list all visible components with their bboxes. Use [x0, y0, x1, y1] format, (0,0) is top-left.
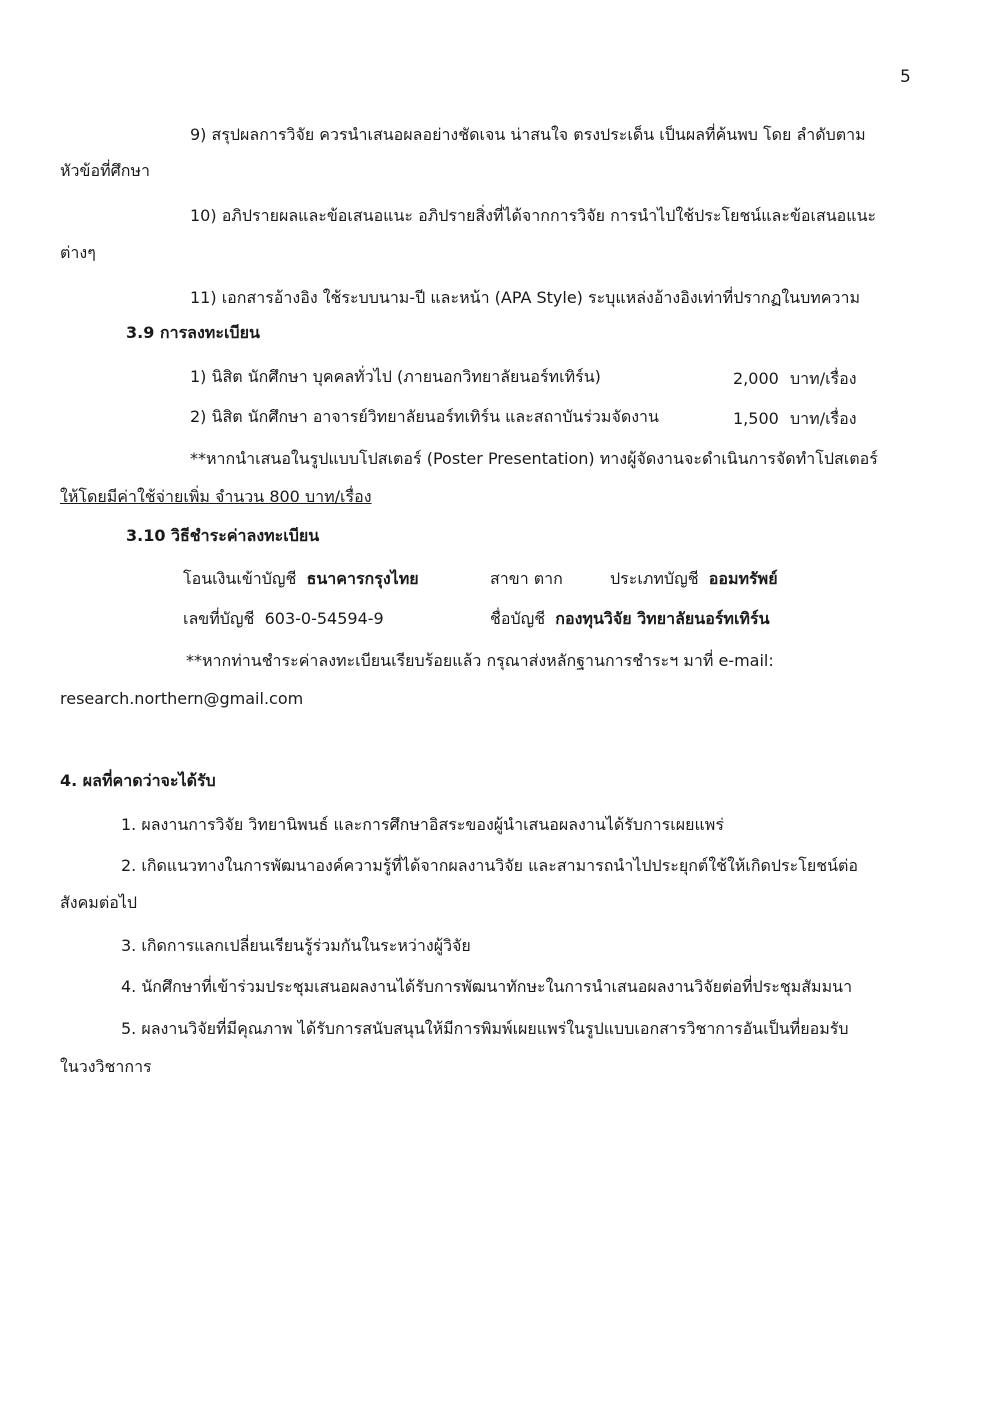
page-number: 5 [900, 67, 911, 87]
outcome-3: 3. เกิดการแลกเปลี่ยนเรียนรู้ร่วมกันในระหว่างผู้วิจัย [121, 936, 471, 955]
outcome-1: 1. ผลงานการวิจัย วิทยานิพนธ์ และการศึกษาอิสระของผู้นำเสนอผลงานได้รับการเผยแพร่ [121, 815, 724, 834]
payment-note-line-1: **หากท่านชำระค่าลงทะเบียนเรียบร้อยแล้ว กรุณาส่งหลักฐานการชำระฯ มาที่ e-mail: [186, 651, 774, 670]
outcome-5-line-2: ในวงวิชาการ [60, 1057, 152, 1076]
account-name-label: ชื่อบัญชี [490, 609, 546, 628]
registration-heading: 3.9 การลงทะเบียน [126, 323, 260, 342]
poster-note-line-2 [60, 486, 372, 508]
poster-note-prefix: ให้โดย [60, 487, 107, 506]
payment-heading: 3.10 วิธีชำระค่าลงทะเบียน [126, 526, 320, 545]
account-type-value: ออมทรัพย์ [708, 569, 778, 588]
fee-1-label: 1) นิสิต นักศึกษา บุคคลทั่วไป (ภายนอกวิทยาลัยนอร์ทเทิร์น) [190, 367, 601, 386]
item-9-line-1: 9) สรุปผลการวิจัย ควรนำเสนอผลอย่างชัดเจน น่าสนใจ ตรงประเด็น เป็นผลที่ค้นพบ โดย ลำดับตาม [190, 125, 866, 144]
account-type [610, 568, 778, 590]
item-10-line-2: ต่างๆ [60, 243, 96, 262]
transfer-label: โอนเงินเข้าบัญชี [183, 569, 297, 588]
outcome-5-line-1: 5. ผลงานวิจัยที่มีคุณภาพ ได้รับการสนับสนุนให้มีการพิมพ์เผยแพร่ในรูปแบบเอกสารวิชาการอันเป็นที่ยอมรับ [121, 1019, 849, 1038]
branch-label: สาขา ตาก [490, 569, 563, 588]
account-name-value: กองทุนวิจัย วิทยาลัยนอร์ทเทิร์น [555, 609, 770, 628]
account-name [490, 608, 770, 630]
poster-note-line-1: **หากนำเสนอในรูปแบบโปสเตอร์ (Poster Presentation) ทางผู้จัดงานจะดำเนินการจัดทำโปสเตอร์ [190, 449, 878, 468]
outcome-2-line-1: 2. เกิดแนวทางในการพัฒนาองค์ความรู้ที่ได้จากผลงานวิจัย และสามารถนำไปประยุกต์ใช้ให้เกิดประโยชน์ต่อ [121, 856, 858, 875]
fee-1-amount: 2,000 [733, 369, 779, 388]
item-11: 11) เอกสารอ้างอิง ใช้ระบบนาม-ปี และหน้า (APA Style) ระบุแหล่งอ้างอิงเท่าที่ปรากฏในบทความ [190, 288, 861, 307]
outcome-4: 4. นักศึกษาที่เข้าร่วมประชุมเสนอผลงานได้รับการพัฒนาทักษะในการนำเสนอผลงานวิจัยต่อที่ประชุมสัมมนา [121, 977, 853, 996]
outcome-2-line-2: สังคมต่อไป [60, 893, 138, 912]
account-number-label: เลขที่บัญชี [183, 609, 255, 628]
fee-2-unit: บาท/เรื่อง [790, 409, 857, 428]
poster-note-fee: มีค่าใช้จ่ายเพิ่ม จำนวน 800 บาท/เรื่อง [106, 487, 372, 506]
fee-2-amount: 1,500 [733, 409, 779, 428]
account-number [183, 608, 384, 630]
account-type-label: ประเภทบัญชี [610, 569, 699, 588]
account-number-value: 603-0-54594-9 [264, 609, 384, 628]
fee-2-label: 2) นิสิต นักศึกษา อาจารย์วิทยาลัยนอร์ทเทิร์น และสถาบันร่วมจัดงาน [190, 407, 659, 426]
fee-1-unit: บาท/เรื่อง [790, 369, 857, 388]
transfer-line [183, 568, 419, 590]
payment-email: research.northern@gmail.com [60, 689, 304, 708]
outcomes-heading: 4. ผลที่คาดว่าจะได้รับ [60, 771, 216, 790]
item-9-line-2: หัวข้อที่ศึกษา [60, 161, 150, 180]
bank-name: ธนาคารกรุงไทย [306, 569, 419, 588]
item-10-line-1: 10) อภิปรายผลและข้อเสนอแนะ อภิปรายสิ่งที่ได้จากการวิจัย การนำไปใช้ประโยชน์และข้อเสนอแนะ [190, 206, 877, 225]
